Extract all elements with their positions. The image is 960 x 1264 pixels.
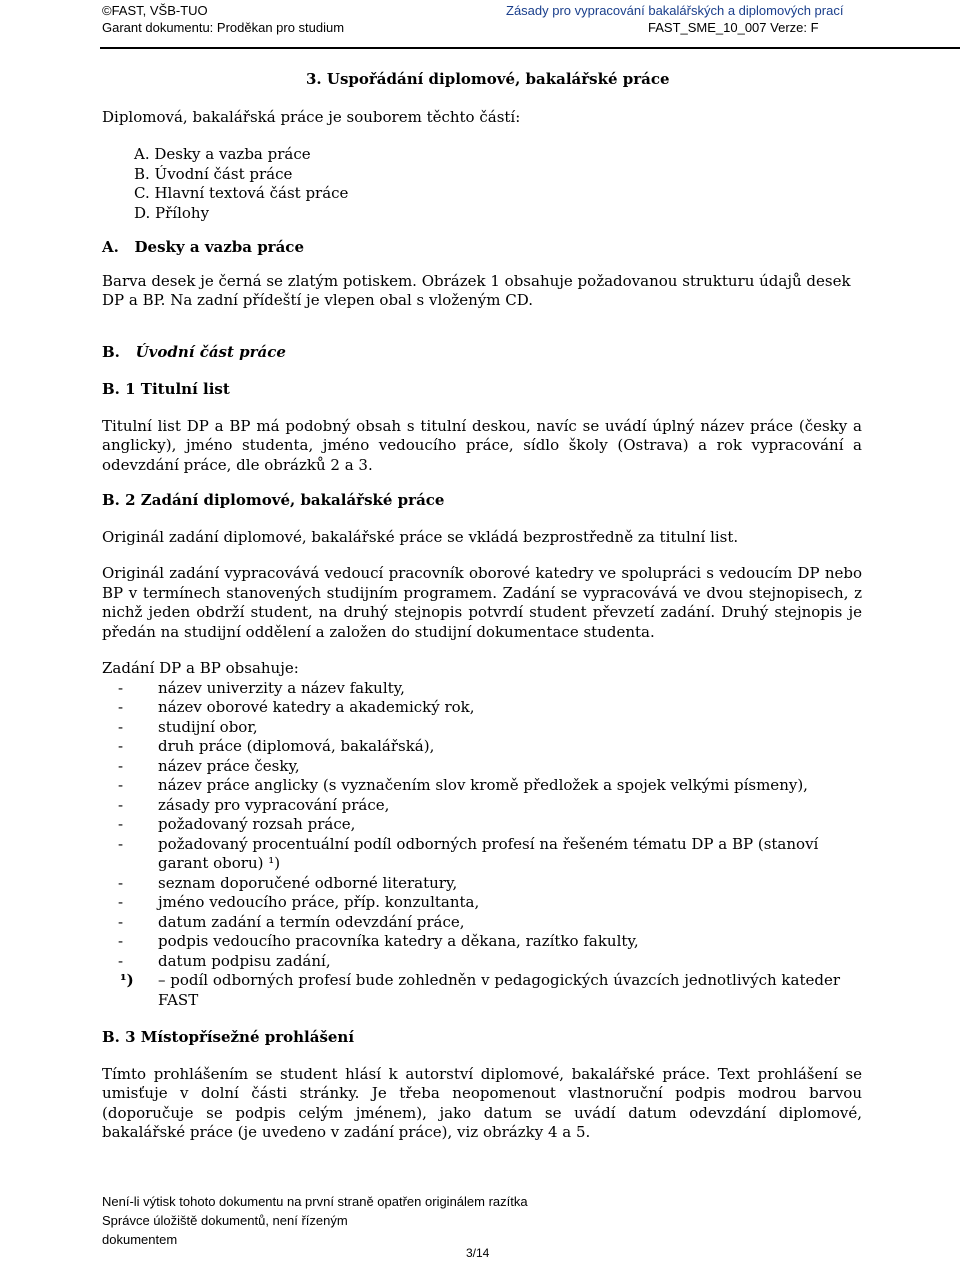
section-title: 3. Uspořádání diplomové, bakalářské práce xyxy=(306,70,670,88)
list-item: D. Přílohy xyxy=(134,203,210,222)
footer-line: Správce úložiště dokumentů, není řízeným xyxy=(102,1213,348,1228)
b2-list-intro: Zadání DP a BP obsahuje: xyxy=(102,659,299,677)
list-item: - datum podpisu zadání, xyxy=(118,951,331,970)
list-item: - seznam doporučené odborné literatury, xyxy=(118,873,458,892)
parts-list xyxy=(134,145,862,223)
b1-text: Titulní list DP a BP má podobný obsah s titulní deskou, navíc se uvádí úplný název práce (česky a anglicky), jméno studenta, jméno vedoucího práce, sídlo školy (Ostrava) a rok vypracování a odevzdání práce, dle obrázků 2 a 3. xyxy=(102,416,862,474)
header-document-title: Zásady pro vypracování bakalářských a diplomových prací xyxy=(506,3,844,18)
heading-b2: B. 2 Zadání diplomové, bakalářské práce xyxy=(102,491,445,509)
footnote-mark: ¹) xyxy=(120,971,134,989)
list-item: C. Hlavní textová část práce xyxy=(134,184,349,202)
page-header xyxy=(0,0,960,48)
list-item: - název univerzity a název fakulty, xyxy=(118,678,405,697)
page-footer xyxy=(102,1192,862,1249)
list-item: - datum zadání a termín odevzdání práce, xyxy=(118,912,465,931)
page-number: 3/14 xyxy=(466,1246,490,1260)
b2-paragraph-2: Originál zadání vypracovává vedoucí pracovník oborové katedry ve spolupráci s vedoucím DP nebo BP v termínech stanovených studijním programem. Zadání se vypracovává ve dvou stejnopisech, z nichž jeden obdrží student, na druhý stejnopis potvrdí student převzetí zadání. Druhý stejnopis je předán na studijní oddělení a založen do studijní dokumentace studenta. xyxy=(102,564,862,641)
list-item: - název práce anglicky (s vyznačením slov kromě předložek a spojek velkými písmeny), xyxy=(118,776,808,794)
intro-text: Diplomová, bakalářská práce je souborem těchto částí: xyxy=(102,107,521,126)
header-rule xyxy=(100,47,960,49)
list-item: - druh práce (diplomová, bakalářská), xyxy=(118,737,435,755)
heading-b1: B. 1 Titulní list xyxy=(102,380,230,398)
heading-section-b: B. Úvodní část práce xyxy=(102,342,286,361)
b3-text: Tímto prohlášením se student hlásí k autorství diplomové, bakalářské práce. Text prohlášení se umisťuje v dolní části stránky. Je třeba neopomenout vlastnoruční podpis modrou barvou (doporučuje se podpis celým jménem), jako datum se uvádí datum odevzdání diplomové, bakalářské práce (je uvedeno v zadání práce), viz obrázky 4 a 5. xyxy=(102,1064,862,1141)
header-copyright: ©FAST, VŠB-TUO xyxy=(102,3,208,18)
section-a-text: Barva desek je černá se zlatým potiskem. Obrázek 1 obsahuje požadovanou strukturu údajů desek DP a BP. Na zadní přídeští je vlepen obal s vloženým CD. xyxy=(102,271,851,309)
assignment-contents-list xyxy=(102,679,862,972)
footer-line: Není-li výtisk tohoto dokumentu na první straně opatřen originálem razítka xyxy=(102,1194,528,1209)
list-item: - název oborové katedry a akademický rok, xyxy=(118,698,475,716)
heading-b3: B. 3 Místopřísežné prohlášení xyxy=(102,1028,355,1046)
header-document-code: FAST_SME_10_007 Verze: F xyxy=(648,20,819,35)
list-item: - požadovaný procentuální podíl odborných profesí na řešeném tématu DP a BP (stanoví garant oboru) ¹) xyxy=(118,834,819,872)
footnote-text: – podíl odborných profesí bude zohledněn v pedagogických úvazcích jednotlivých kateder FAST xyxy=(158,971,841,1009)
heading-section-a: A. Desky a vazba práce xyxy=(102,238,304,256)
list-item: A. Desky a vazba práce xyxy=(134,145,311,163)
list-item: - studijní obor, xyxy=(118,717,258,736)
footer-line: dokumentem xyxy=(102,1232,178,1247)
list-item: - jméno vedoucího práce, příp. konzultanta, xyxy=(118,893,480,911)
header-guarantor: Garant dokumentu: Proděkan pro studium xyxy=(102,20,345,35)
list-item: - zásady pro vypracování práce, xyxy=(118,795,390,814)
document-body xyxy=(102,70,862,1143)
list-item: B. Úvodní část práce xyxy=(134,164,293,183)
list-item: - podpis vedoucího pracovníka katedry a děkana, razítko fakulty, xyxy=(118,932,639,950)
list-item: - požadovaný rozsah práce, xyxy=(118,815,356,833)
list-item: - název práce česky, xyxy=(118,756,300,775)
footnote xyxy=(102,971,862,1010)
b2-paragraph-1: Originál zadání diplomové, bakalářské práce se vkládá bezprostředně za titulní list. xyxy=(102,527,739,546)
